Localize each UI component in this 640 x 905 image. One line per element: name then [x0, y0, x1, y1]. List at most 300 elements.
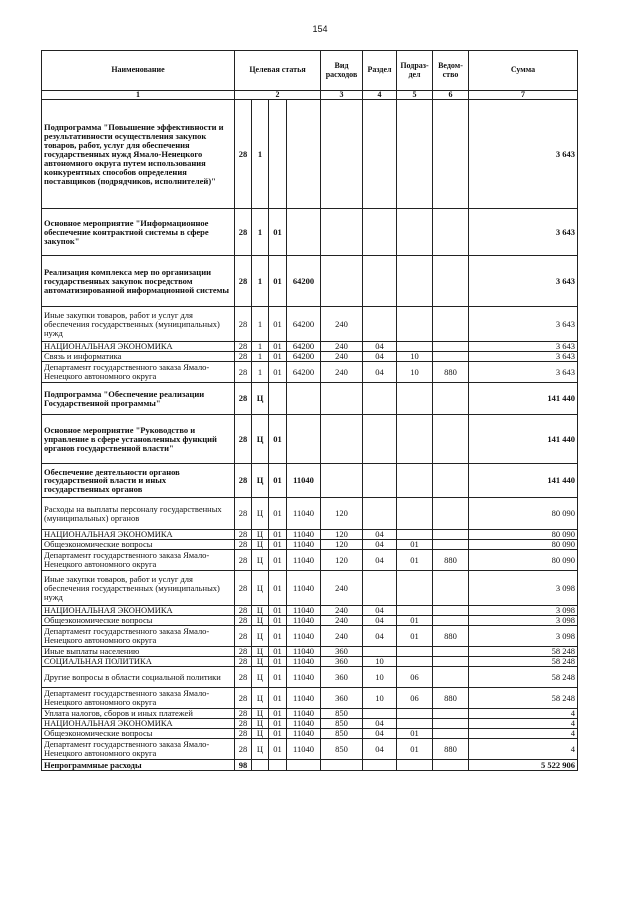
col-number: 6	[433, 91, 469, 100]
target-code-2: 1	[252, 256, 269, 307]
target-code-1: 28	[235, 415, 252, 464]
subsection: 01	[397, 550, 433, 571]
col-number: 4	[363, 91, 397, 100]
target-code-3: 01	[269, 571, 287, 606]
target-code-2: Ц	[252, 550, 269, 571]
header-target: Целевая статья	[235, 51, 321, 91]
table-row	[42, 415, 578, 464]
target-code-1: 28	[235, 209, 252, 256]
target-code-3	[269, 100, 287, 209]
target-code-2: Ц	[252, 626, 269, 647]
row-name: Департамент государственного заказа Ямало-Ненецкого автономного округа	[42, 739, 235, 760]
amount: 3 643	[469, 100, 578, 209]
target-code-2: 1	[252, 352, 269, 362]
row-name: Общеэкономические вопросы	[42, 616, 235, 626]
expense-type: 120	[321, 550, 363, 571]
row-name: НАЦИОНАЛЬНАЯ ЭКОНОМИКА	[42, 342, 235, 352]
row-name: Департамент государственного заказа Ямало-Ненецкого автономного округа	[42, 688, 235, 709]
subsection	[397, 647, 433, 657]
department-code	[433, 530, 469, 540]
department-code: 880	[433, 550, 469, 571]
amount: 3 643	[469, 352, 578, 362]
table-row	[42, 383, 578, 415]
target-code-1: 28	[235, 647, 252, 657]
target-code-1: 28	[235, 739, 252, 760]
target-code-3: 01	[269, 657, 287, 667]
target-code-3: 01	[269, 616, 287, 626]
target-code-1: 28	[235, 307, 252, 342]
target-code-3: 01	[269, 307, 287, 342]
subsection	[397, 415, 433, 464]
target-code-2: Ц	[252, 657, 269, 667]
target-code-4: 11040	[287, 739, 321, 760]
amount: 3 098	[469, 616, 578, 626]
target-code-4: 11040	[287, 606, 321, 616]
target-code-1: 28	[235, 606, 252, 616]
section	[363, 307, 397, 342]
amount: 3 643	[469, 362, 578, 383]
amount: 3 643	[469, 307, 578, 342]
target-code-2: Ц	[252, 530, 269, 540]
amount: 141 440	[469, 464, 578, 498]
table-row	[42, 256, 578, 307]
department-code: 880	[433, 362, 469, 383]
section: 04	[363, 550, 397, 571]
section: 04	[363, 729, 397, 739]
row-name: Иные закупки товаров, работ и услуг для обеспечения государственных (муниципальных) нужд	[42, 571, 235, 606]
expense-type: 240	[321, 606, 363, 616]
row-name: Обеспечение деятельности органов государственной власти и иных государственных органов	[42, 464, 235, 498]
section: 04	[363, 606, 397, 616]
section: 04	[363, 530, 397, 540]
department-code	[433, 342, 469, 352]
amount: 4	[469, 739, 578, 760]
section: 04	[363, 540, 397, 550]
amount: 4	[469, 719, 578, 729]
target-code-2: Ц	[252, 606, 269, 616]
department-code	[433, 415, 469, 464]
expense-type: 120	[321, 530, 363, 540]
target-code-1: 28	[235, 530, 252, 540]
department-code	[433, 616, 469, 626]
row-name: Реализация комплекса мер по организации государственных закупок посредством автоматизированной информационной системы	[42, 256, 235, 307]
table-row	[42, 739, 578, 760]
subsection	[397, 719, 433, 729]
target-code-4: 11040	[287, 657, 321, 667]
department-code	[433, 307, 469, 342]
subsection: 01	[397, 616, 433, 626]
subsection: 01	[397, 739, 433, 760]
row-name: НАЦИОНАЛЬНАЯ ЭКОНОМИКА	[42, 606, 235, 616]
target-code-1: 28	[235, 657, 252, 667]
amount: 80 090	[469, 530, 578, 540]
expense-type: 240	[321, 616, 363, 626]
table-row	[42, 550, 578, 571]
table-row	[42, 760, 578, 771]
target-code-4	[287, 209, 321, 256]
section: 04	[363, 626, 397, 647]
header-razdel: Раздел	[363, 51, 397, 91]
target-code-3: 01	[269, 719, 287, 729]
department-code: 880	[433, 626, 469, 647]
expense-type: 360	[321, 657, 363, 667]
target-code-2: Ц	[252, 688, 269, 709]
expense-type	[321, 760, 363, 771]
target-code-4	[287, 415, 321, 464]
table-row	[42, 657, 578, 667]
target-code-4: 11040	[287, 616, 321, 626]
section: 04	[363, 616, 397, 626]
target-code-4: 11040	[287, 571, 321, 606]
row-name: Непрограммные расходы	[42, 760, 235, 771]
subsection	[397, 464, 433, 498]
target-code-3: 01	[269, 647, 287, 657]
target-code-1: 28	[235, 667, 252, 688]
target-code-4	[287, 383, 321, 415]
target-code-4	[287, 100, 321, 209]
department-code	[433, 464, 469, 498]
expense-type: 120	[321, 540, 363, 550]
target-code-4: 11040	[287, 464, 321, 498]
target-code-3: 01	[269, 342, 287, 352]
table-row	[42, 498, 578, 530]
target-code-4: 64200	[287, 362, 321, 383]
target-code-3: 01	[269, 688, 287, 709]
header-summa: Сумма	[469, 51, 578, 91]
target-code-4: 11040	[287, 498, 321, 530]
target-code-2: 1	[252, 307, 269, 342]
target-code-2: Ц	[252, 667, 269, 688]
section: 04	[363, 739, 397, 760]
table-row	[42, 709, 578, 719]
amount: 3 098	[469, 606, 578, 616]
amount: 58 248	[469, 688, 578, 709]
row-name: Подпрограмма "Обеспечение реализации Государственной программы"	[42, 383, 235, 415]
section: 04	[363, 362, 397, 383]
expense-type	[321, 464, 363, 498]
subsection: 06	[397, 667, 433, 688]
target-code-1: 28	[235, 729, 252, 739]
header-vid: Вид расходов	[321, 51, 363, 91]
subsection: 01	[397, 540, 433, 550]
target-code-1: 28	[235, 362, 252, 383]
department-code	[433, 498, 469, 530]
row-name: СОЦИАЛЬНАЯ ПОЛИТИКА	[42, 657, 235, 667]
amount: 5 522 906	[469, 760, 578, 771]
row-name: Департамент государственного заказа Ямало-Ненецкого автономного округа	[42, 626, 235, 647]
department-code	[433, 209, 469, 256]
section	[363, 209, 397, 256]
table-row	[42, 626, 578, 647]
row-name: НАЦИОНАЛЬНАЯ ЭКОНОМИКА	[42, 719, 235, 729]
target-code-4: 11040	[287, 688, 321, 709]
subsection	[397, 760, 433, 771]
table-row	[42, 342, 578, 352]
subsection	[397, 606, 433, 616]
section	[363, 647, 397, 657]
target-code-3: 01	[269, 550, 287, 571]
subsection: 01	[397, 729, 433, 739]
row-name: Расходы на выплаты персоналу государственных (муниципальных) органов	[42, 498, 235, 530]
col-number: 1	[42, 91, 235, 100]
amount: 141 440	[469, 415, 578, 464]
amount: 80 090	[469, 550, 578, 571]
row-name: Другие вопросы в области социальной политики	[42, 667, 235, 688]
department-code	[433, 647, 469, 657]
department-code	[433, 352, 469, 362]
table-row	[42, 667, 578, 688]
target-code-1: 28	[235, 464, 252, 498]
section: 10	[363, 657, 397, 667]
section	[363, 571, 397, 606]
row-name: Уплата налогов, сборов и иных платежей	[42, 709, 235, 719]
target-code-1: 28	[235, 342, 252, 352]
row-name: Подпрограмма "Повышение эффективности и результативности осуществления закупок товаров, работ, услуг для обеспечения государственных нужд Ямало-Ненецкого автономного округа путем использования конкурентных способов определения поставщиков (подрядчиков, исполнителей)"	[42, 100, 235, 209]
subsection: 01	[397, 626, 433, 647]
row-name: Иные выплаты населению	[42, 647, 235, 657]
target-code-2: Ц	[252, 383, 269, 415]
target-code-2: Ц	[252, 729, 269, 739]
col-number: 5	[397, 91, 433, 100]
row-name: НАЦИОНАЛЬНАЯ ЭКОНОМИКА	[42, 530, 235, 540]
target-code-1: 28	[235, 498, 252, 530]
target-code-4: 64200	[287, 307, 321, 342]
table-row	[42, 362, 578, 383]
target-code-3: 01	[269, 530, 287, 540]
target-code-4: 11040	[287, 550, 321, 571]
expense-type	[321, 100, 363, 209]
expense-type	[321, 256, 363, 307]
table-row	[42, 464, 578, 498]
header-name: Наименование	[42, 51, 235, 91]
target-code-3: 01	[269, 540, 287, 550]
target-code-3	[269, 760, 287, 771]
expense-type: 240	[321, 342, 363, 352]
expense-type: 120	[321, 498, 363, 530]
section: 10	[363, 667, 397, 688]
target-code-4: 64200	[287, 256, 321, 307]
subsection	[397, 342, 433, 352]
department-code	[433, 100, 469, 209]
target-code-2: 1	[252, 342, 269, 352]
target-code-1: 28	[235, 540, 252, 550]
target-code-4	[287, 760, 321, 771]
expense-type: 850	[321, 719, 363, 729]
table-row	[42, 571, 578, 606]
target-code-2: 1	[252, 100, 269, 209]
target-code-2: 1	[252, 362, 269, 383]
table-row	[42, 647, 578, 657]
target-code-3: 01	[269, 352, 287, 362]
target-code-4: 11040	[287, 719, 321, 729]
table-row	[42, 606, 578, 616]
subsection	[397, 100, 433, 209]
target-code-2: Ц	[252, 540, 269, 550]
row-name: Департамент государственного заказа Ямало-Ненецкого автономного округа	[42, 362, 235, 383]
department-code	[433, 760, 469, 771]
subsection	[397, 383, 433, 415]
target-code-1: 28	[235, 571, 252, 606]
row-name: Общеэкономические вопросы	[42, 729, 235, 739]
subsection: 10	[397, 352, 433, 362]
amount: 3 643	[469, 209, 578, 256]
expense-type: 360	[321, 647, 363, 657]
table-row	[42, 540, 578, 550]
expense-type	[321, 383, 363, 415]
target-code-3: 01	[269, 415, 287, 464]
expense-type: 360	[321, 688, 363, 709]
page-number: 154	[312, 24, 328, 34]
section	[363, 383, 397, 415]
section	[363, 256, 397, 307]
target-code-3: 01	[269, 256, 287, 307]
target-code-3: 01	[269, 729, 287, 739]
header-podrazdel: Подраз-дел	[397, 51, 433, 91]
amount: 58 248	[469, 667, 578, 688]
subsection	[397, 530, 433, 540]
table-row	[42, 729, 578, 739]
header-vedomstvo: Ведом-ство	[433, 51, 469, 91]
target-code-4: 11040	[287, 540, 321, 550]
target-code-2: Ц	[252, 498, 269, 530]
department-code	[433, 383, 469, 415]
target-code-1: 28	[235, 256, 252, 307]
target-code-2: Ц	[252, 415, 269, 464]
row-name: Связь и информатика	[42, 352, 235, 362]
table-row	[42, 530, 578, 540]
budget-table	[41, 50, 578, 771]
expense-type	[321, 209, 363, 256]
target-code-4: 11040	[287, 709, 321, 719]
amount: 58 248	[469, 657, 578, 667]
expense-type: 240	[321, 307, 363, 342]
expense-type	[321, 415, 363, 464]
subsection	[397, 256, 433, 307]
target-code-2: Ц	[252, 739, 269, 760]
target-code-2: Ц	[252, 647, 269, 657]
target-code-3: 01	[269, 709, 287, 719]
amount: 141 440	[469, 383, 578, 415]
subsection	[397, 209, 433, 256]
department-code	[433, 606, 469, 616]
section: 10	[363, 688, 397, 709]
target-code-2: Ц	[252, 464, 269, 498]
amount: 80 090	[469, 498, 578, 530]
amount: 80 090	[469, 540, 578, 550]
table-body	[42, 100, 578, 771]
department-code: 880	[433, 739, 469, 760]
department-code	[433, 667, 469, 688]
subsection	[397, 709, 433, 719]
section	[363, 498, 397, 530]
col-number: 2	[235, 91, 321, 100]
expense-type: 240	[321, 626, 363, 647]
target-code-4: 11040	[287, 729, 321, 739]
department-code	[433, 256, 469, 307]
target-code-3: 01	[269, 739, 287, 760]
amount: 4	[469, 729, 578, 739]
target-code-1: 28	[235, 352, 252, 362]
subsection	[397, 498, 433, 530]
expense-type: 240	[321, 352, 363, 362]
table-row	[42, 616, 578, 626]
row-name: Основное мероприятие "Информационное обеспечение контрактной системы в сфере закупок"	[42, 209, 235, 256]
department-code	[433, 719, 469, 729]
target-code-1: 28	[235, 383, 252, 415]
target-code-1: 28	[235, 616, 252, 626]
row-name: Иные закупки товаров, работ и услуг для обеспечения государственных (муниципальных) нужд	[42, 307, 235, 342]
target-code-3: 01	[269, 626, 287, 647]
subsection	[397, 657, 433, 667]
target-code-4: 11040	[287, 626, 321, 647]
target-code-4: 11040	[287, 667, 321, 688]
section	[363, 464, 397, 498]
subsection: 06	[397, 688, 433, 709]
target-code-2: Ц	[252, 616, 269, 626]
target-code-1: 28	[235, 719, 252, 729]
target-code-3: 01	[269, 498, 287, 530]
table-row	[42, 352, 578, 362]
target-code-1: 28	[235, 709, 252, 719]
section	[363, 709, 397, 719]
target-code-4: 11040	[287, 530, 321, 540]
amount: 3 098	[469, 571, 578, 606]
target-code-4: 64200	[287, 352, 321, 362]
department-code	[433, 709, 469, 719]
amount: 3 098	[469, 626, 578, 647]
department-code: 880	[433, 688, 469, 709]
target-code-4: 11040	[287, 647, 321, 657]
expense-type: 240	[321, 362, 363, 383]
amount: 3 643	[469, 256, 578, 307]
row-name: Общеэкономические вопросы	[42, 540, 235, 550]
target-code-2: 1	[252, 209, 269, 256]
expense-type: 850	[321, 709, 363, 719]
table-row	[42, 209, 578, 256]
target-code-1: 28	[235, 626, 252, 647]
row-name: Департамент государственного заказа Ямало-Ненецкого автономного округа	[42, 550, 235, 571]
target-code-2: Ц	[252, 571, 269, 606]
target-code-1: 28	[235, 550, 252, 571]
target-code-2: Ц	[252, 719, 269, 729]
table-row	[42, 307, 578, 342]
table-row	[42, 719, 578, 729]
target-code-3: 01	[269, 209, 287, 256]
department-code	[433, 540, 469, 550]
amount: 58 248	[469, 647, 578, 657]
expense-type: 850	[321, 729, 363, 739]
target-code-3: 01	[269, 362, 287, 383]
target-code-3	[269, 383, 287, 415]
expense-type: 850	[321, 739, 363, 760]
subsection: 10	[397, 362, 433, 383]
target-code-3: 01	[269, 464, 287, 498]
section: 04	[363, 352, 397, 362]
col-number: 7	[469, 91, 578, 100]
section: 04	[363, 342, 397, 352]
table-row	[42, 688, 578, 709]
amount: 3 643	[469, 342, 578, 352]
department-code	[433, 571, 469, 606]
col-number: 3	[321, 91, 363, 100]
expense-type: 360	[321, 667, 363, 688]
target-code-2	[252, 760, 269, 771]
section: 04	[363, 719, 397, 729]
section	[363, 415, 397, 464]
target-code-1: 28	[235, 688, 252, 709]
target-code-1: 98	[235, 760, 252, 771]
target-code-2: Ц	[252, 709, 269, 719]
